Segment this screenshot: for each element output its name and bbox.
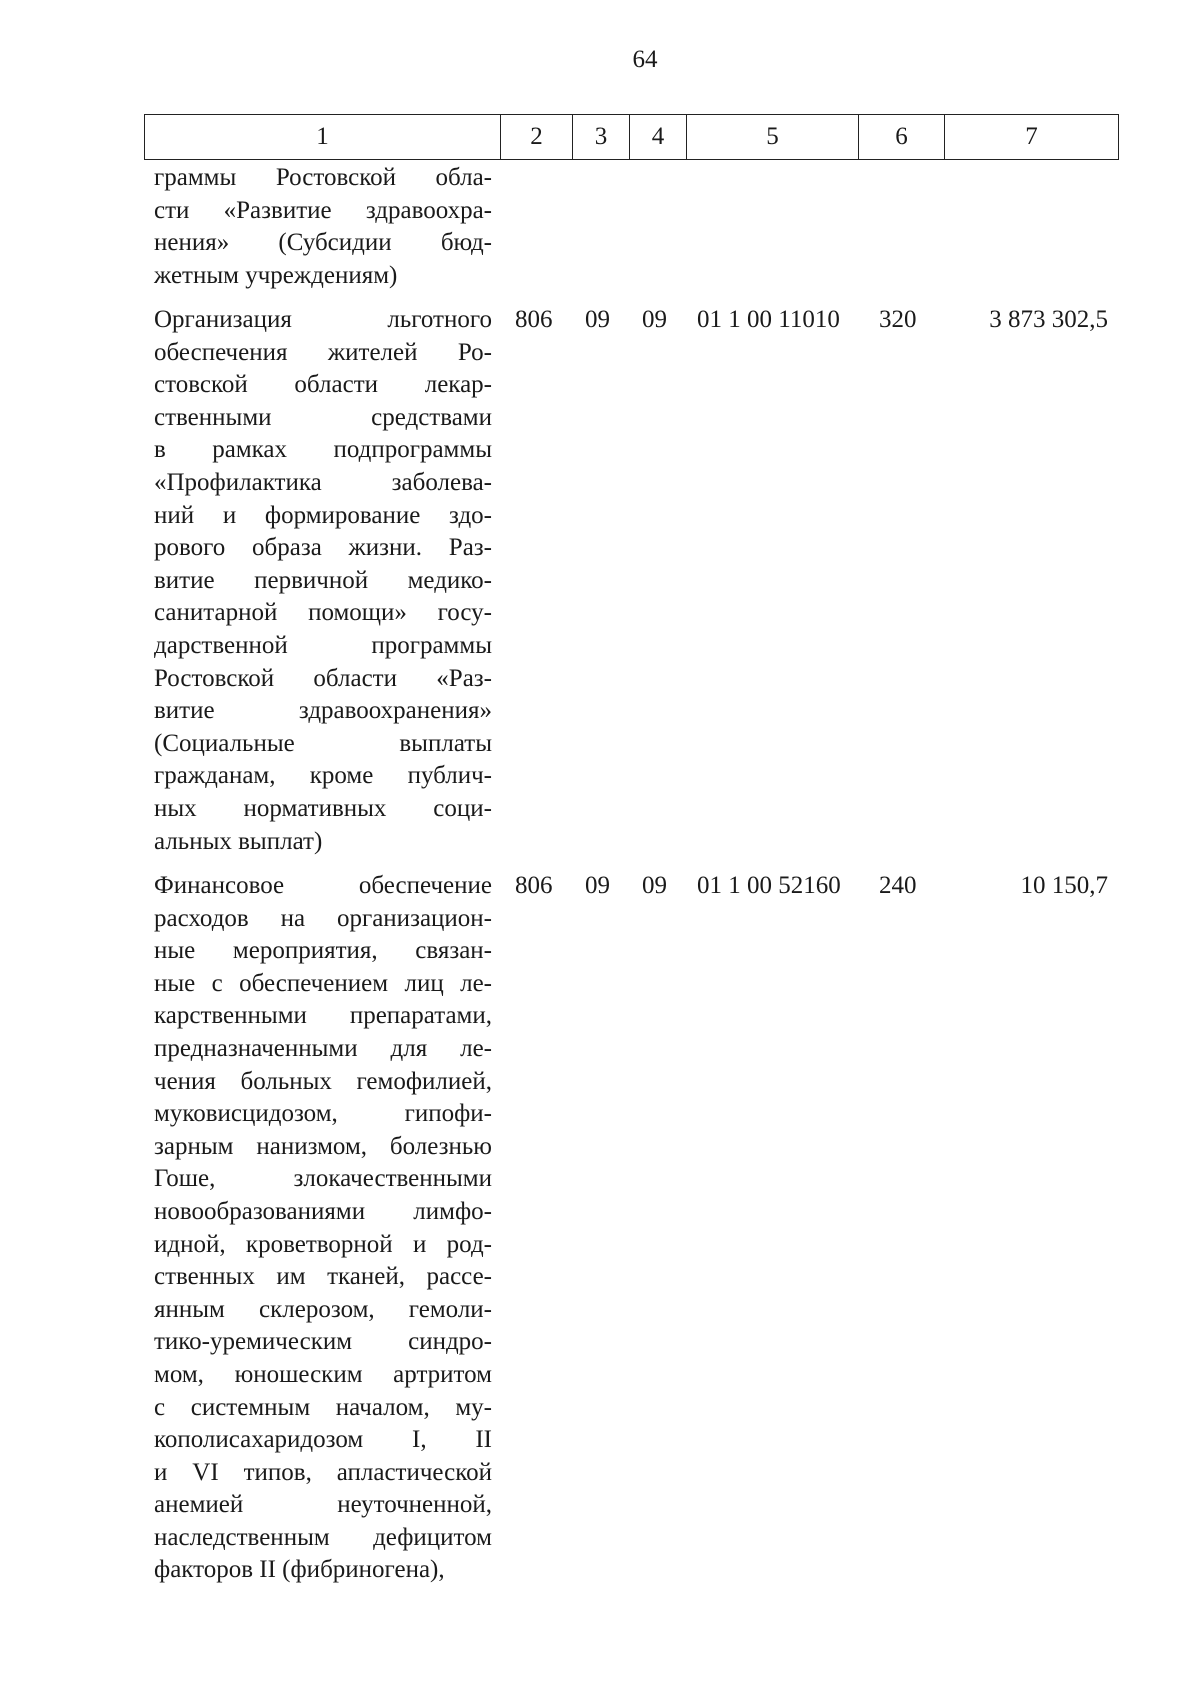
description-line: санитарной помощи» госу- xyxy=(154,599,492,627)
description-line: витие здравоохранения» xyxy=(154,697,492,725)
description-line: ственных им тканей, рассе- xyxy=(154,1263,492,1291)
row-1-col-5: 01 1 00 11010 xyxy=(697,306,840,333)
row-1-col-7: 3 873 302,5 xyxy=(989,306,1108,333)
description-line: наследственным дефицитом xyxy=(154,1523,492,1551)
description-line: стовской области лекар- xyxy=(154,371,492,399)
description-line: мом, юношеским артритом xyxy=(154,1360,492,1388)
description-line: граммы Ростовской обла- xyxy=(154,164,492,191)
description-line: и VI типов, апластической xyxy=(154,1458,492,1486)
description-line: (Социальные выплаты xyxy=(154,729,492,757)
description-line: чения больных гемофилией, xyxy=(154,1067,492,1095)
description-line: идной, кроветворной и род- xyxy=(154,1230,492,1258)
description-line: альных выплат) xyxy=(154,827,323,855)
header-row xyxy=(145,115,1119,160)
description-line: жетным учреждениям) xyxy=(154,261,398,289)
row-2-col-7: 10 150,7 xyxy=(1020,872,1108,899)
page-number: 64 xyxy=(632,46,658,73)
description-line: ные с обеспечением лиц ле- xyxy=(154,969,492,997)
description-line: расходов на организацион- xyxy=(154,904,492,932)
description-line: сти «Развитие здравоохра- xyxy=(154,196,492,224)
description-line: карственными препаратами, xyxy=(154,1002,492,1030)
row-2-col-4: 09 xyxy=(642,872,667,899)
header-col-3: 3 xyxy=(573,115,630,160)
description-line: гражданам, кроме публич- xyxy=(154,762,492,790)
header-col-5: 5 xyxy=(687,115,859,160)
header-col-2: 2 xyxy=(501,115,573,160)
header-col-1: 1 xyxy=(145,115,501,160)
row-2-col-2: 806 xyxy=(515,872,553,899)
description-line: рового образа жизни. Раз- xyxy=(154,534,492,562)
row-2-col-6: 240 xyxy=(879,872,917,899)
header-col-7: 7 xyxy=(945,115,1119,160)
row-1-col-2: 806 xyxy=(515,306,553,333)
description-line: в рамках подпрограммы xyxy=(154,436,492,464)
row-1-col-4: 09 xyxy=(642,306,667,333)
header-col-6: 6 xyxy=(859,115,945,160)
table-header xyxy=(144,114,1119,160)
row-2-col-5: 01 1 00 52160 xyxy=(697,872,841,899)
description-line: факторов II (фибриногена), xyxy=(154,1556,445,1584)
row-1-col-6: 320 xyxy=(879,306,917,333)
description-line: обеспечения жителей Ро- xyxy=(154,338,492,366)
description-line: кополисахаридозом I, II xyxy=(154,1426,492,1454)
description-line: зарным нанизмом, болезнью xyxy=(154,1132,492,1160)
description-line: янным склерозом, гемоли- xyxy=(154,1295,492,1323)
description-line: ные мероприятия, связан- xyxy=(154,937,492,965)
description-line: Ростовской области «Раз- xyxy=(154,664,492,692)
description-line: ственными средствами xyxy=(154,403,492,431)
description-line: муковисцидозом, гипофи- xyxy=(154,1100,492,1128)
row-2-col-3: 09 xyxy=(585,872,610,899)
header-col-4: 4 xyxy=(630,115,687,160)
description-line: Организация льготного xyxy=(154,306,492,333)
description-line: «Профилактика заболева- xyxy=(154,468,492,496)
description-line: нения» (Субсидии бюд- xyxy=(154,229,492,257)
description-line: анемией неуточненной, xyxy=(154,1491,492,1519)
description-line: предназначенными для ле- xyxy=(154,1034,492,1062)
description-line: Гоше, злокачественными xyxy=(154,1165,492,1193)
description-line: ных нормативных соци- xyxy=(154,794,492,822)
description-line: с системным началом, му- xyxy=(154,1393,492,1421)
description-line: ний и формирование здо- xyxy=(154,501,492,529)
row-0-description xyxy=(154,162,492,292)
row-1-description xyxy=(154,304,492,858)
row-2-description xyxy=(154,870,492,1587)
description-line: дарственной программы xyxy=(154,631,492,659)
description-line: витие первичной медико- xyxy=(154,566,492,594)
description-line: новообразованиями лимфо- xyxy=(154,1197,492,1225)
row-1-col-3: 09 xyxy=(585,306,610,333)
description-line: Финансовое обеспечение xyxy=(154,872,492,899)
description-line: тико-уремическим синдро- xyxy=(154,1328,492,1356)
